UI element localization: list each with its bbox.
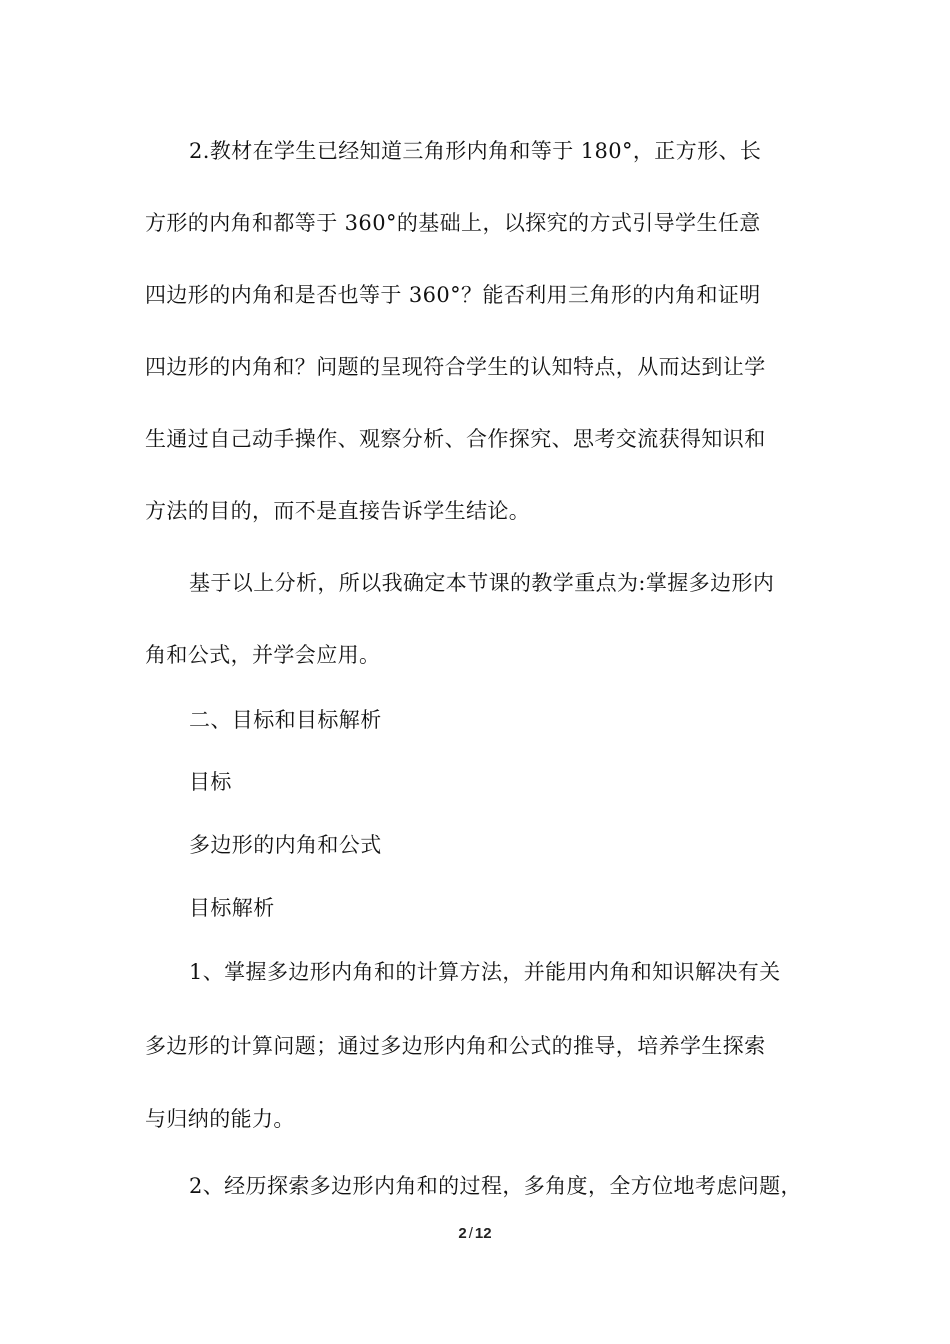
subheading: 目标 — [189, 770, 232, 794]
total-page-count: 12 — [474, 1225, 492, 1242]
paragraph-line: 2、经历探索多边形内角和的过程，多角度，全方位地考虑问题， — [189, 1174, 802, 1198]
paragraph-line: 多边形的计算问题；通过多边形内角和公式的推导，培养学生探索 — [145, 1034, 766, 1058]
paragraph-line: 角和公式，并学会应用。 — [145, 643, 381, 667]
page-separator: / — [468, 1225, 473, 1242]
paragraph-line: 多边形的内角和公式 — [189, 833, 382, 857]
paragraph-line: 生通过自己动手操作、观察分析、合作探究、思考交流获得知识和 — [145, 427, 766, 451]
paragraph-line: 1、掌握多边形内角和的计算方法，并能用内角和知识解决有关 — [189, 960, 781, 984]
paragraph-line: 2.教材在学生已经知道三角形内角和等于 180°，正方形、长 — [189, 139, 762, 163]
paragraph-line: 四边形的内角和是否也等于 360°？能否利用三角形的内角和证明 — [145, 283, 761, 307]
section-heading: 二、目标和目标解析 — [189, 708, 382, 732]
paragraph-line: 基于以上分析，所以我确定本节课的教学重点为:掌握多边形内 — [189, 571, 775, 595]
paragraph-line: 方法的目的，而不是直接告诉学生结论。 — [145, 499, 531, 523]
current-page-number: 2 — [458, 1225, 467, 1242]
paragraph-line: 与归纳的能力。 — [145, 1107, 295, 1131]
subheading: 目标解析 — [189, 896, 275, 920]
paragraph-line: 四边形的内角和？问题的呈现符合学生的认知特点，从而达到让学 — [145, 355, 766, 379]
paragraph-line: 方形的内角和都等于 360°的基础上，以探究的方式引导学生任意 — [145, 211, 761, 235]
page-number — [0, 1225, 950, 1242]
